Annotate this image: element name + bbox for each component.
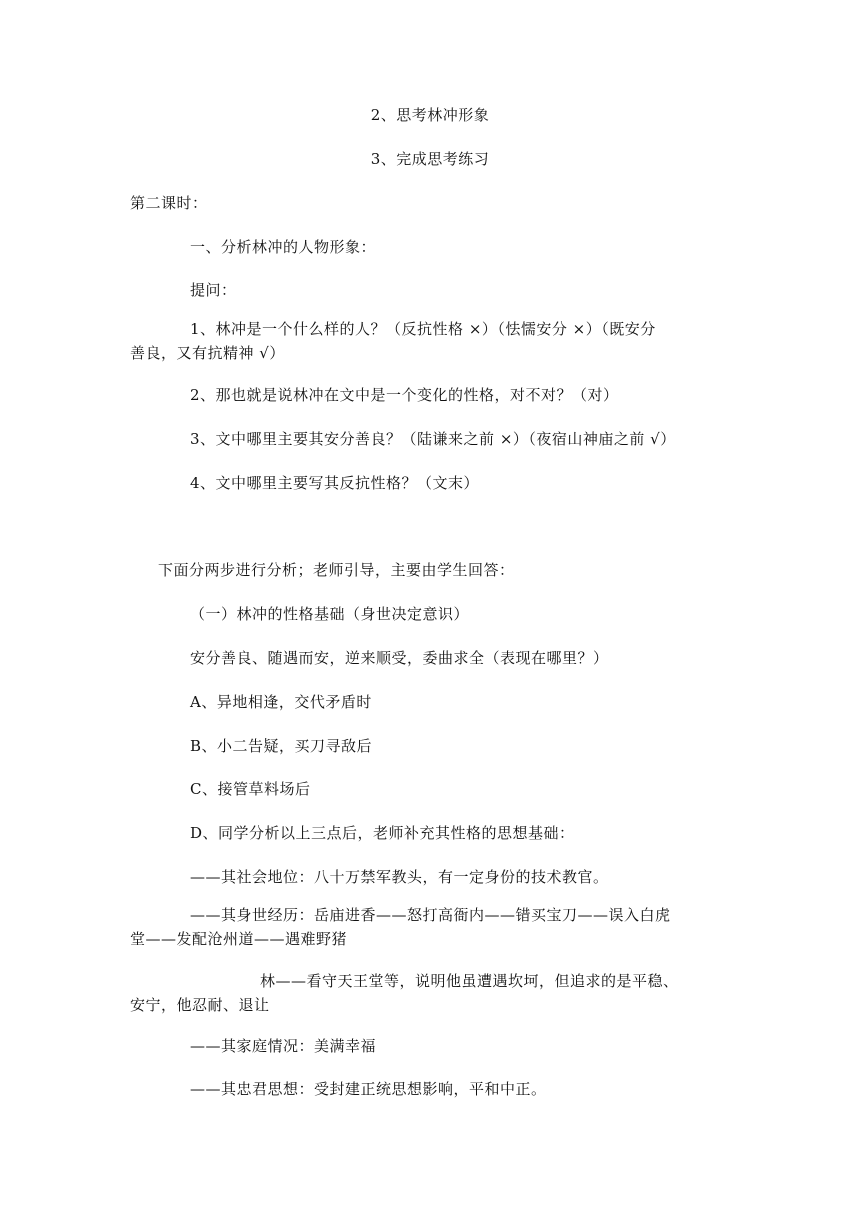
character-traits: 安分善良、随遇而安，逆来顺受，委曲求全（表现在哪里？） [190, 649, 609, 667]
forest-line-2: 安宁，他忍耐、退让 [130, 996, 270, 1014]
analysis-intro: 下面分两步进行分析；老师引导，主要由学生回答： [158, 561, 515, 579]
family-situation: ——其家庭情况：美满幸福 [190, 1037, 377, 1055]
lesson-label: 第二课时： [130, 194, 208, 212]
ask-label: 提问： [190, 281, 237, 299]
social-status: ——其社会地位：八十万禁军教头，有一定身份的技术教官。 [190, 868, 609, 886]
forest-line-1: 林——看守天王堂等，说明他虽遭遇坎坷，但追求的是平稳、 [260, 972, 679, 990]
item-d: D、同学分析以上三点后，老师补充其性格的思想基础： [190, 824, 575, 842]
item-a: A、异地相逢，交代矛盾时 [190, 693, 372, 711]
heading-finish-exercise: 3、完成思考练习 [370, 150, 490, 168]
question-3: 3、文中哪里主要其安分善良？（陆谦来之前 ×）（夜宿山神庙之前 √） [190, 430, 676, 448]
question-2: 2、那也就是说林冲在文中是一个变化的性格，对不对？（对） [190, 386, 619, 404]
section-analyze-character: 一、分析林冲的人物形象： [190, 238, 377, 256]
question-1-line-2: 善良，又有抗精神 √） [130, 344, 285, 362]
history-line-2: 堂——发配沧州道——遇难野猪 [130, 930, 348, 948]
question-4: 4、文中哪里主要写其反抗性格？（文末） [190, 474, 480, 492]
question-1-line-1: 1、林冲是一个什么样的人？（反抗性格 ×）（怯懦安分 ×）（既安分 [190, 320, 656, 338]
loyalty-thought: ——其忠君思想：受封建正统思想影响，平和中正。 [190, 1080, 547, 1098]
item-b: B、小二告疑，买刀寻敌后 [190, 737, 373, 755]
part-one-heading: （一）林冲的性格基础（身世决定意识） [190, 605, 470, 623]
item-c: C、接管草料场后 [190, 780, 311, 798]
heading-think-image: 2、思考林冲形象 [370, 106, 490, 124]
history-line-1: ——其身世经历：岳庙进香——怒打高衙内——错买宝刀——误入白虎 [190, 906, 671, 924]
